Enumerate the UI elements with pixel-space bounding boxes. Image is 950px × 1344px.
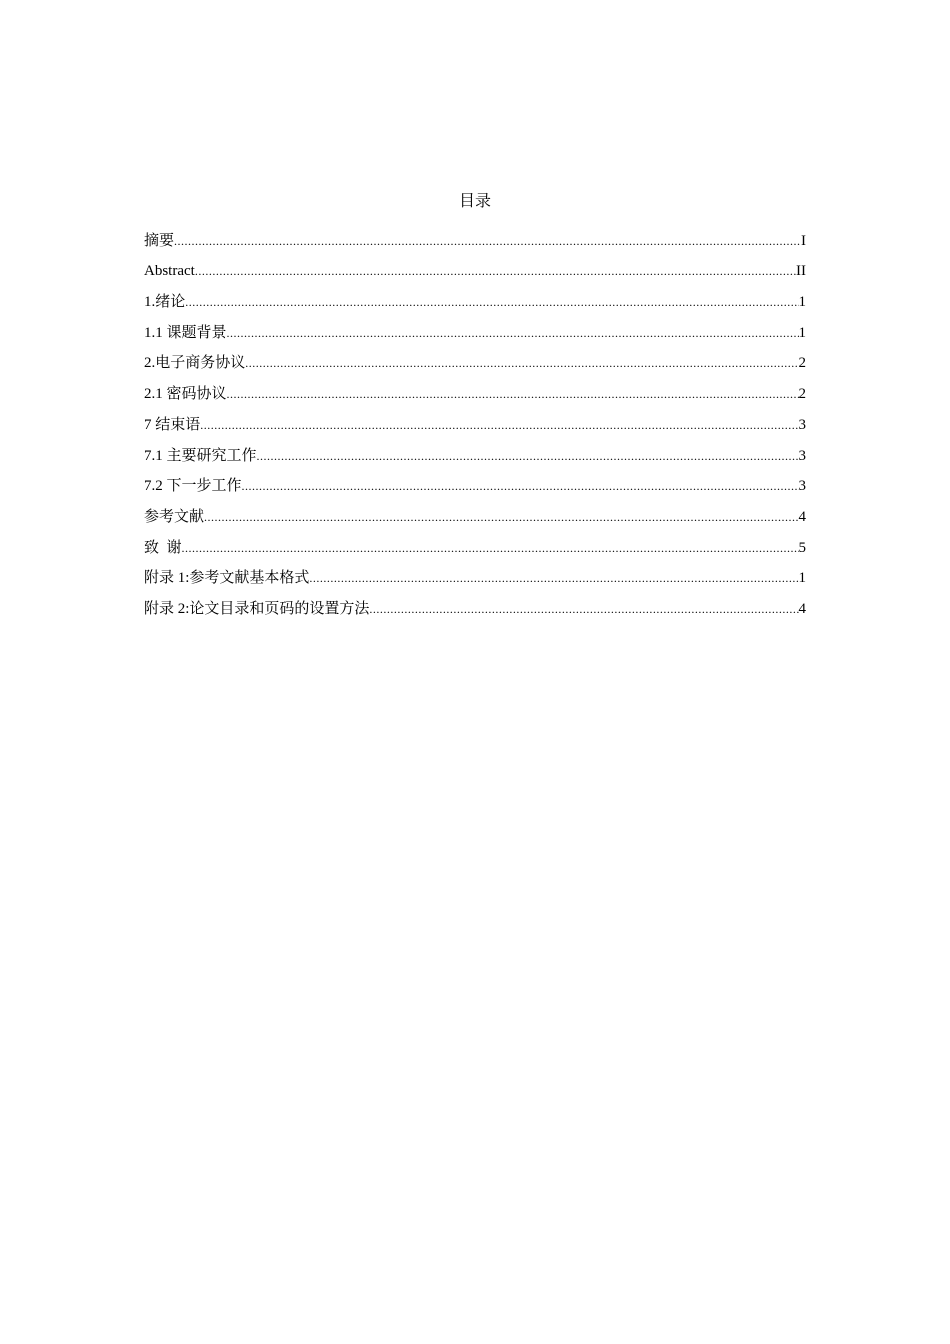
toc-entry[interactable] <box>144 528 806 559</box>
toc-dot-leader <box>369 598 798 620</box>
toc-entry-page: I <box>801 232 806 249</box>
toc-entry-page: 4 <box>798 600 806 617</box>
toc-entry-label: 2.1 密码协议 <box>144 386 227 403</box>
toc-entry-page: 2 <box>798 386 806 403</box>
toc-entry-page: 3 <box>798 447 806 464</box>
toc-dot-leader <box>174 230 801 252</box>
toc-entry[interactable] <box>144 497 806 528</box>
toc-entry-page: 1 <box>798 324 806 341</box>
toc-entry-page: 3 <box>798 478 806 495</box>
toc-entry-page: 2 <box>798 355 806 372</box>
toc-dot-leader <box>257 445 799 467</box>
toc-dot-leader <box>227 383 799 405</box>
toc-entry[interactable] <box>144 405 806 436</box>
toc-dot-leader <box>185 291 798 313</box>
toc-entry[interactable] <box>144 374 806 405</box>
toc-entry-page: II <box>796 263 806 280</box>
toc-dot-leader <box>242 475 799 497</box>
toc-dot-leader <box>245 352 798 374</box>
toc-entry-page: 1 <box>798 294 806 311</box>
toc-entry[interactable] <box>144 589 806 620</box>
toc-entry[interactable] <box>144 559 806 590</box>
table-of-contents <box>144 221 806 620</box>
toc-title: 目录 <box>458 193 491 210</box>
toc-dot-leader <box>227 322 799 344</box>
toc-dot-leader <box>309 567 798 589</box>
toc-entry-label: 1.绪论 <box>144 294 186 311</box>
toc-entry-label: 摘要 <box>144 232 175 249</box>
toc-entry[interactable] <box>144 282 806 313</box>
toc-entry[interactable] <box>144 344 806 375</box>
toc-entry[interactable] <box>144 467 806 498</box>
toc-entry-label: 附录 2:论文目录和页码的设置方法 <box>144 600 370 617</box>
toc-entry-label: 参考文献 <box>144 508 205 525</box>
toc-entry-label: 7.2 下一步工作 <box>144 478 242 495</box>
toc-entry[interactable] <box>144 313 806 344</box>
toc-entry-label: 致 谢 <box>144 539 182 556</box>
toc-entry-label: 7.1 主要研究工作 <box>144 447 257 464</box>
toc-entry[interactable] <box>144 436 806 467</box>
toc-entry-label: 2.电子商务协议 <box>144 355 246 372</box>
toc-entry-label: 1.1 课题背景 <box>144 324 227 341</box>
toc-dot-leader <box>200 414 798 436</box>
toc-entry-page: 4 <box>798 508 806 525</box>
toc-dot-leader <box>195 260 796 282</box>
toc-entry-page: 5 <box>798 539 806 556</box>
toc-entry-label: Abstract <box>144 263 195 280</box>
toc-entry[interactable] <box>144 221 806 252</box>
toc-entry-label: 7 结束语 <box>144 416 201 433</box>
toc-entry-page: 3 <box>798 416 806 433</box>
toc-entry-label: 附录 1:参考文献基本格式 <box>144 570 310 587</box>
toc-dot-leader <box>204 506 798 528</box>
toc-dot-leader <box>182 537 799 559</box>
toc-entry[interactable] <box>144 252 806 283</box>
toc-entry-page: 1 <box>798 570 806 587</box>
